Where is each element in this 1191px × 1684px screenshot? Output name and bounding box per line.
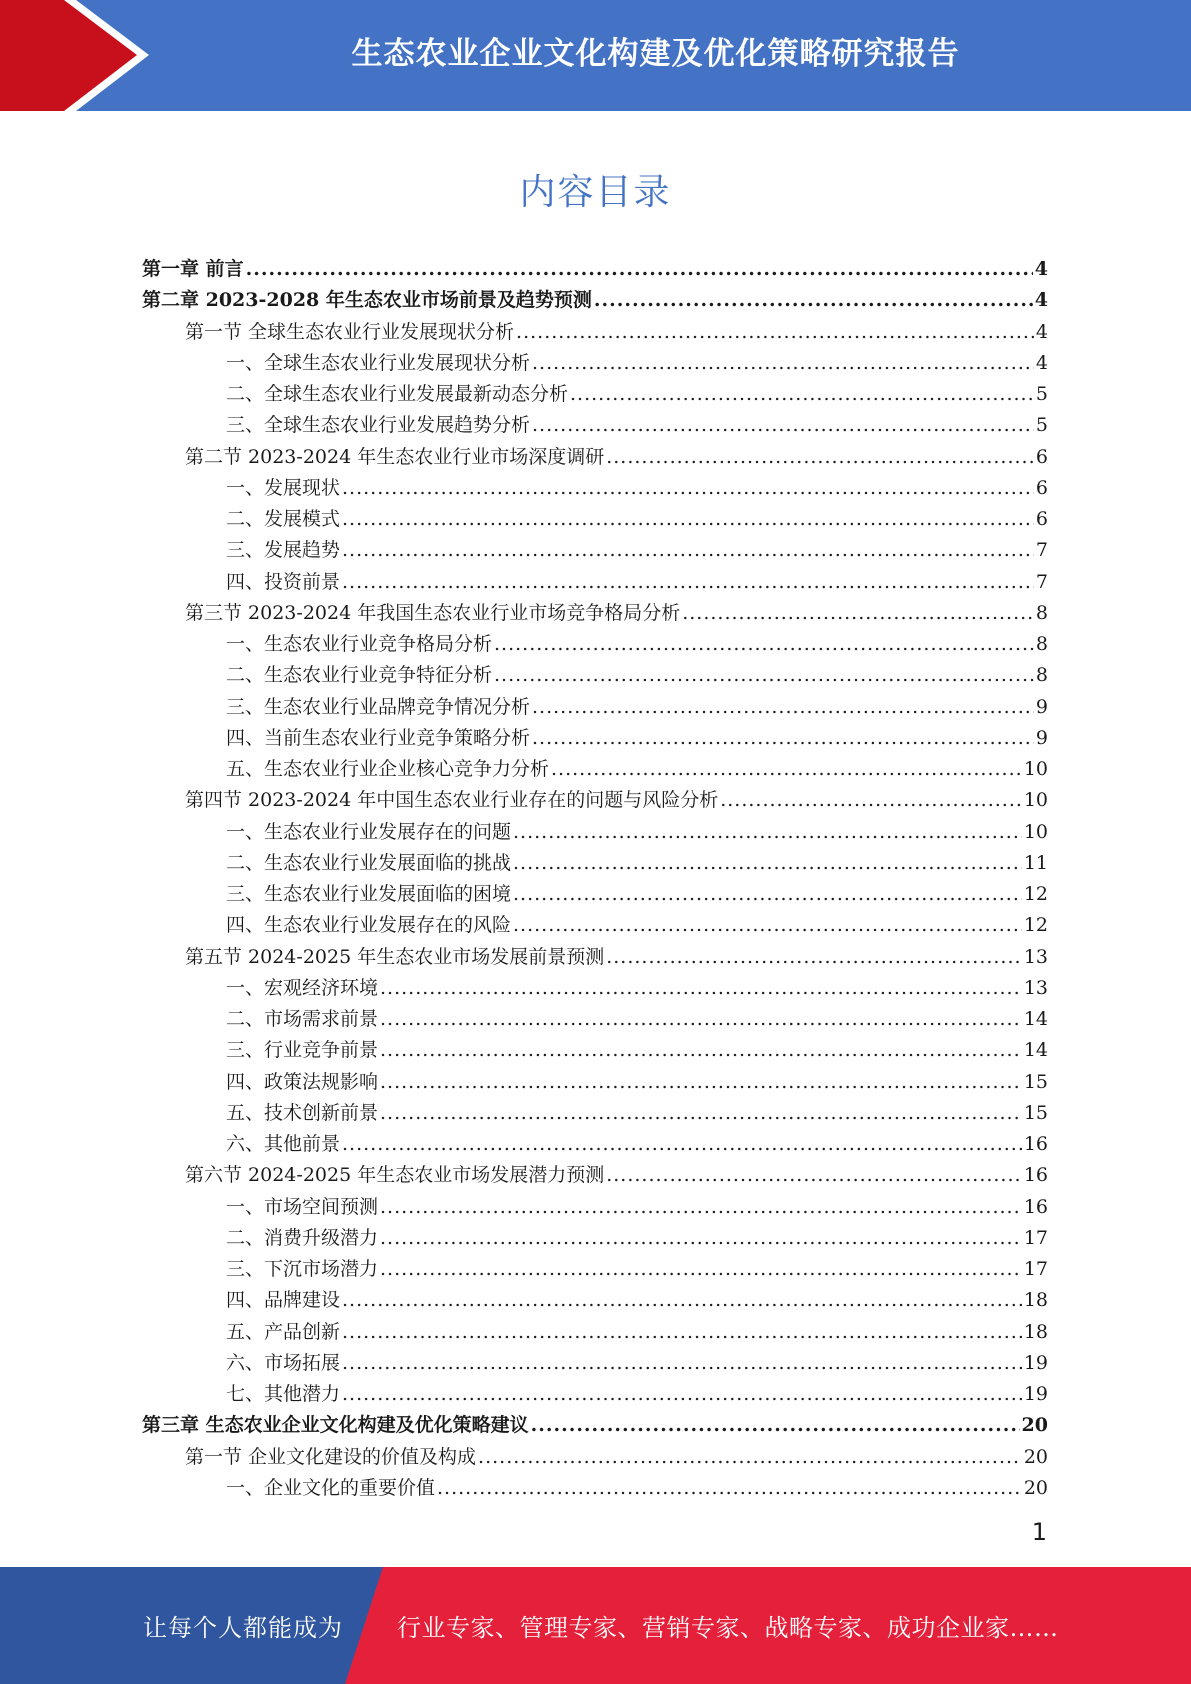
toc-entry-label: 二、消费升级潜力 (226, 1226, 379, 1249)
toc-entry[interactable] (142, 1192, 1048, 1223)
toc-entry-page: 15 (1023, 1101, 1048, 1124)
toc-entry-label: 三、发展趋势 (226, 539, 341, 562)
toc-entry-label: 一、生态农业行业发展存在的问题 (226, 820, 512, 843)
table-of-contents (142, 254, 1048, 1504)
toc-entry[interactable] (142, 1035, 1048, 1066)
toc-entry-label: 第五节 2024-2025 年生态农业市场发展前景预测 (185, 945, 605, 968)
footer-slogan-left: 让每个人都能成为 (143, 1614, 343, 1642)
toc-entry[interactable] (142, 410, 1048, 441)
toc-entry[interactable] (142, 1254, 1048, 1285)
toc-entry-label: 二、市场需求前景 (226, 1008, 379, 1030)
toc-entry-page: 6 (1035, 445, 1048, 468)
toc-entry-page: 20 (1023, 1476, 1048, 1499)
toc-entry[interactable] (142, 1317, 1048, 1348)
toc-entry-label: 第二节 2023-2024 年生态农业行业市场深度调研 (185, 445, 605, 468)
footer-slogan-right: 行业专家、管理专家、营销专家、战略专家、成功企业家…… (397, 1614, 1059, 1642)
toc-leader-dots (342, 1285, 1022, 1316)
toc-entry-label: 二、生态农业行业竞争特征分析 (226, 664, 493, 687)
toc-entry[interactable] (142, 1004, 1048, 1035)
toc-entry[interactable] (142, 660, 1048, 691)
toc-leader-dots (513, 879, 1022, 910)
toc-leader-dots (513, 848, 1022, 879)
toc-leader-dots (606, 1160, 1022, 1191)
toc-entry[interactable] (142, 1442, 1048, 1473)
toc-entry[interactable] (142, 473, 1048, 504)
toc-entry-label: 二、发展模式 (226, 508, 341, 530)
toc-entry-page: 5 (1035, 414, 1048, 437)
toc-entry-page: 4 (1034, 258, 1048, 280)
toc-entry-page: 8 (1035, 633, 1048, 655)
toc-entry-label: 一、市场空间预测 (226, 1195, 379, 1218)
toc-entry[interactable] (142, 598, 1048, 629)
toc-leader-dots (494, 629, 1034, 660)
toc-entry-page: 4 (1034, 289, 1048, 312)
toc-entry-page: 8 (1035, 664, 1048, 687)
toc-leader-dots (380, 1067, 1022, 1098)
toc-entry-page: 19 (1023, 1383, 1048, 1405)
toc-entry[interactable] (142, 848, 1048, 879)
toc-entry[interactable] (142, 348, 1048, 379)
toc-entry-page: 10 (1023, 758, 1048, 780)
toc-entry-label: 七、其他潜力 (226, 1383, 341, 1405)
toc-entry-page: 14 (1023, 1008, 1048, 1030)
toc-entry-label: 六、其他前景 (226, 1133, 341, 1155)
toc-entry[interactable] (142, 1379, 1048, 1410)
toc-entry[interactable] (142, 973, 1048, 1004)
toc-entry-label: 四、生态农业行业发展存在的风险 (226, 914, 512, 937)
toc-entry-label: 第四节 2023-2024 年中国生态农业行业存在的问题与风险分析 (185, 789, 719, 812)
toc-heading: 内容目录 (519, 172, 672, 213)
toc-entry-page: 13 (1023, 976, 1048, 999)
toc-entry[interactable] (142, 317, 1048, 348)
toc-entry-page: 7 (1035, 570, 1048, 593)
toc-entry-page: 14 (1023, 1039, 1048, 1062)
toc-entry-page: 10 (1023, 820, 1048, 843)
toc-leader-dots (606, 442, 1034, 473)
toc-leader-dots (342, 1348, 1022, 1379)
toc-leader-dots (342, 504, 1034, 535)
toc-leader-dots (342, 567, 1034, 598)
toc-leader-dots (594, 285, 1033, 316)
toc-entry-label: 第二章 2023-2028 年生态农业市场前景及趋势预测 (142, 289, 592, 312)
toc-leader-dots (246, 254, 1033, 285)
page-footer (0, 1567, 1191, 1684)
toc-entry-page: 16 (1023, 1133, 1048, 1155)
toc-entry-page: 12 (1023, 914, 1048, 937)
toc-entry-page: 7 (1035, 539, 1048, 562)
toc-leader-dots (570, 379, 1034, 410)
toc-leader-dots (494, 660, 1034, 691)
toc-entry-label: 一、宏观经济环境 (226, 976, 379, 999)
toc-entry-page: 9 (1035, 695, 1048, 718)
toc-entry[interactable] (142, 723, 1048, 754)
toc-entry[interactable] (142, 1285, 1048, 1316)
toc-entry[interactable] (142, 1348, 1048, 1379)
toc-entry[interactable] (142, 285, 1048, 316)
toc-entry[interactable] (142, 567, 1048, 598)
toc-entry[interactable] (142, 785, 1048, 816)
toc-entry-label: 三、生态农业行业品牌竞争情况分析 (226, 695, 531, 718)
toc-entry-page: 15 (1023, 1070, 1048, 1093)
toc-entry-page: 9 (1035, 726, 1048, 749)
toc-entry-label: 四、政策法规影响 (226, 1070, 379, 1093)
toc-entry-label: 一、生态农业行业竞争格局分析 (226, 633, 493, 655)
toc-entry-page: 10 (1023, 789, 1048, 812)
toc-entry[interactable] (142, 817, 1048, 848)
toc-leader-dots (478, 1442, 1022, 1473)
toc-entry-label: 第一节 全球生态农业行业发展现状分析 (185, 320, 515, 343)
toc-leader-dots (342, 535, 1034, 566)
toc-entry[interactable] (142, 1098, 1048, 1129)
toc-leader-dots (380, 1004, 1022, 1035)
toc-entry[interactable] (142, 504, 1048, 535)
toc-leader-dots (532, 692, 1034, 723)
toc-entry-label: 第一节 企业文化建设的价值及构成 (185, 1445, 477, 1468)
toc-leader-dots (513, 910, 1022, 941)
toc-entry[interactable] (142, 254, 1048, 285)
toc-entry-page: 12 (1023, 883, 1048, 905)
header-chevron-icon (0, 0, 160, 111)
toc-leader-dots (342, 1129, 1022, 1160)
toc-entry-label: 一、全球生态农业行业发展现状分析 (226, 351, 531, 374)
toc-leader-dots (342, 1317, 1022, 1348)
toc-entry-page: 8 (1035, 601, 1048, 624)
toc-entry[interactable] (142, 1223, 1048, 1254)
page-header (0, 0, 1191, 111)
toc-entry-label: 第六节 2024-2025 年生态农业市场发展潜力预测 (185, 1164, 605, 1187)
toc-entry-label: 一、发展现状 (226, 476, 341, 499)
toc-leader-dots (342, 1379, 1022, 1410)
toc-entry[interactable] (142, 629, 1048, 660)
report-title: 生态农业企业文化构建及优化策略研究报告 (351, 36, 960, 72)
toc-entry-page: 19 (1023, 1351, 1048, 1374)
toc-leader-dots (437, 1473, 1022, 1504)
toc-entry-page: 11 (1023, 851, 1048, 874)
toc-leader-dots (380, 1223, 1022, 1254)
toc-entry-page: 6 (1035, 476, 1048, 499)
toc-entry-label: 三、下沉市场潜力 (226, 1258, 379, 1280)
toc-entry-label: 五、生态农业行业企业核心竞争力分析 (226, 758, 550, 780)
toc-leader-dots (380, 1254, 1022, 1285)
toc-entry-page: 18 (1023, 1320, 1048, 1343)
toc-leader-dots (551, 754, 1022, 785)
toc-entry-page: 16 (1023, 1164, 1048, 1187)
toc-entry-page: 6 (1035, 508, 1048, 530)
toc-entry-page: 17 (1023, 1258, 1048, 1280)
toc-entry-label: 三、全球生态农业行业发展趋势分析 (226, 414, 531, 437)
toc-entry-page: 4 (1035, 351, 1048, 374)
toc-entry-label: 第三节 2023-2024 年我国生态农业行业市场竞争格局分析 (185, 601, 681, 624)
toc-entry-label: 二、全球生态农业行业发展最新动态分析 (226, 383, 569, 405)
toc-entry[interactable] (142, 754, 1048, 785)
toc-entry-label: 四、当前生态农业行业竞争策略分析 (226, 726, 531, 749)
toc-leader-dots (380, 1098, 1022, 1129)
toc-entry-page: 16 (1023, 1195, 1048, 1218)
toc-leader-dots (380, 1192, 1022, 1223)
toc-entry[interactable] (142, 1410, 1048, 1441)
toc-entry[interactable] (142, 1067, 1048, 1098)
toc-entry-label: 一、企业文化的重要价值 (226, 1476, 436, 1499)
toc-entry[interactable] (142, 379, 1048, 410)
toc-entry-label: 第三章 生态农业企业文化构建及优化策略建议 (142, 1414, 529, 1437)
toc-leader-dots (532, 723, 1034, 754)
toc-leader-dots (516, 317, 1034, 348)
toc-entry-label: 四、投资前景 (226, 570, 341, 593)
toc-leader-dots (342, 473, 1034, 504)
toc-leader-dots (682, 598, 1034, 629)
toc-entry[interactable] (142, 692, 1048, 723)
toc-entry[interactable] (142, 1129, 1048, 1160)
toc-entry-label: 四、品牌建设 (226, 1289, 341, 1312)
toc-entry-page: 18 (1023, 1289, 1048, 1312)
page-number: 1 (1031, 1518, 1047, 1546)
toc-entry-label: 二、生态农业行业发展面临的挑战 (226, 851, 512, 874)
toc-entry[interactable] (142, 535, 1048, 566)
toc-leader-dots (380, 1035, 1022, 1066)
toc-entry[interactable] (142, 910, 1048, 941)
toc-entry-label: 五、产品创新 (226, 1320, 341, 1343)
toc-entry-label: 五、技术创新前景 (226, 1101, 379, 1124)
toc-leader-dots (380, 973, 1022, 1004)
toc-entry-page: 17 (1023, 1226, 1048, 1249)
toc-leader-dots (606, 942, 1022, 973)
toc-entry-label: 六、市场拓展 (226, 1351, 341, 1374)
toc-leader-dots (531, 1410, 1020, 1441)
toc-entry-label: 三、生态农业行业发展面临的困境 (226, 883, 512, 905)
toc-leader-dots (720, 785, 1022, 816)
toc-entry[interactable] (142, 1160, 1048, 1191)
toc-entry-label: 三、行业竞争前景 (226, 1039, 379, 1062)
toc-leader-dots (513, 817, 1022, 848)
toc-entry-page: 13 (1023, 945, 1048, 968)
toc-entry-page: 5 (1035, 383, 1048, 405)
toc-entry[interactable] (142, 442, 1048, 473)
toc-entry-page: 20 (1021, 1414, 1048, 1437)
toc-entry[interactable] (142, 942, 1048, 973)
toc-leader-dots (532, 348, 1034, 379)
toc-entry-page: 4 (1035, 320, 1048, 343)
toc-leader-dots (532, 410, 1034, 441)
toc-entry[interactable] (142, 1473, 1048, 1504)
toc-entry-label: 第一章 前言 (142, 258, 244, 280)
toc-entry[interactable] (142, 879, 1048, 910)
toc-entry-page: 20 (1023, 1445, 1048, 1468)
